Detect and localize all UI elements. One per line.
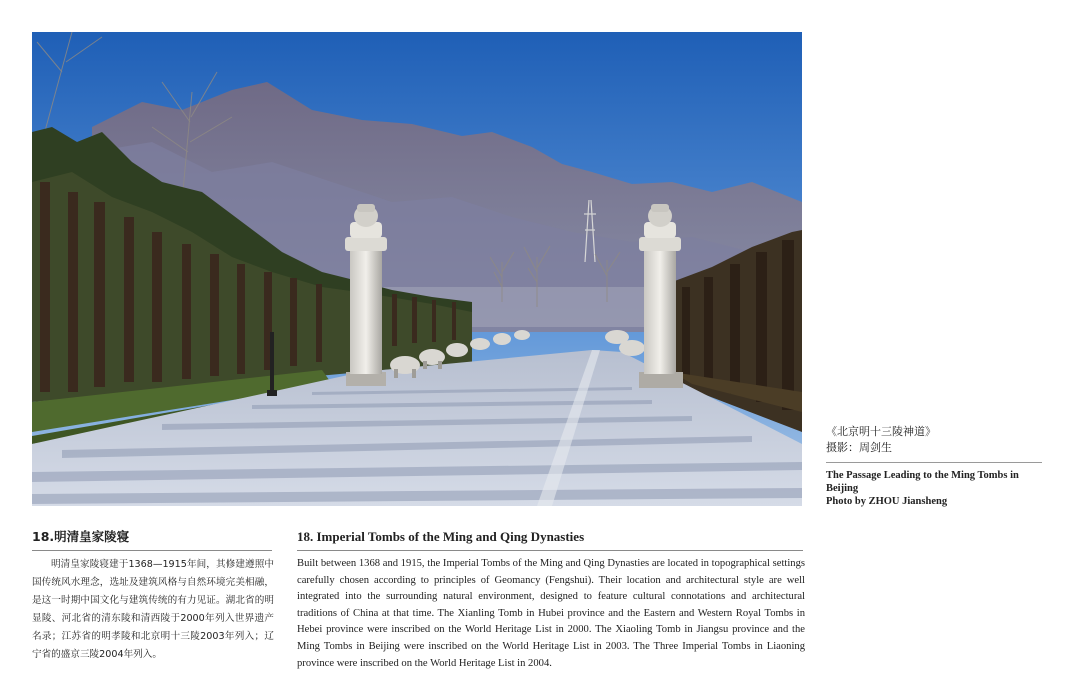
caption-divider (826, 462, 1042, 463)
en-section-body: Built between 1368 and 1915, the Imperial Tombs of the Ming and Qing Dynasties are located in topographical settings carefully chosen according to principles of Geomancy (Fengshui). Their location and architectural style are well integrated into the surrounding natural environment, designed to feature cultural connotations and architectural traditions of China at that time. The Xianling Tomb in Hubei province and the Eastern and Western Royal Tombs in Hebei province were inscribed on the World Heritage List in 2000. The Xiaoling Tomb in Jiangsu province and the Ming Tombs in Beijing were inscribed on the World Heritage List in 2003. The Three Imperial Tombs in Liaoning province were inscribed on the World Heritage List in 2004. (297, 558, 805, 669)
en-section-heading: 18. Imperial Tombs of the Ming and Qing Dynasties (297, 529, 585, 544)
photo-caption (826, 424, 1046, 508)
caption-zh-photographer: 摄影：周剑生 (826, 441, 892, 454)
zh-section (32, 528, 274, 664)
en-section (297, 528, 805, 672)
en-heading-divider (297, 550, 803, 551)
zh-heading-divider (32, 550, 272, 551)
zh-section-heading: 18.明清皇家陵寝 (32, 529, 130, 544)
caption-en-title: The Passage Leading to the Ming Tombs in Beijing (826, 470, 1019, 494)
caption-zh-title: 《北京明十三陵神道》 (826, 425, 936, 438)
photo-sacred-way (32, 32, 802, 506)
caption-en-photographer: Photo by ZHOU Jiansheng (826, 496, 948, 507)
zh-section-body: 明清皇家陵寝建于1368—1915年间，其修建遵照中国传统风水理念，选址及建筑风格与自然环境完美相融，是这一时期中国文化与建筑传统的有力见证。湖北省的明显陵、河北省的清东陵和清西陵于2000年列入世界遗产名录；江苏省的明孝陵和北京明十三陵2003年列入；辽宁省的盛京三陵2004年列入。 (32, 559, 274, 660)
